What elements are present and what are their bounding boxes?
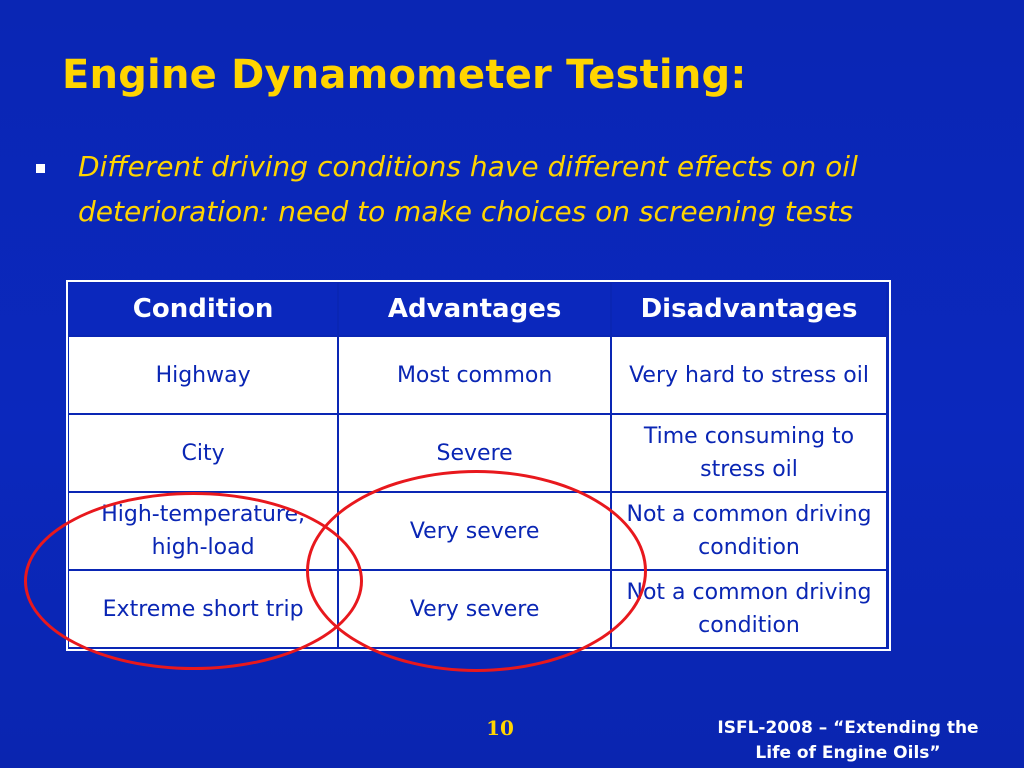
cell-advantages: Very severe xyxy=(338,570,611,648)
table-row xyxy=(68,336,887,414)
cell-condition: Extreme short trip xyxy=(68,570,338,648)
square-bullet-icon xyxy=(36,164,45,173)
cell-disadvantages: Not a common driving condition xyxy=(611,492,887,570)
page-number: 10 xyxy=(486,716,514,740)
cell-advantages: Severe xyxy=(338,414,611,492)
header-disadvantages: Disadvantages xyxy=(611,282,887,336)
table-header-row xyxy=(68,282,887,336)
cell-disadvantages: Very hard to stress oil xyxy=(611,336,887,414)
table-row xyxy=(68,414,887,492)
cell-condition: High-temperature, high-load xyxy=(68,492,338,570)
conditions-table xyxy=(67,281,888,649)
cell-advantages: Most common xyxy=(338,336,611,414)
bullet-text: Different driving conditions have different effects on oil deterioration: need to make choices on screening tests xyxy=(78,150,858,228)
header-advantages: Advantages xyxy=(338,282,611,336)
header-condition: Condition xyxy=(68,282,338,336)
table-row xyxy=(68,492,887,570)
cell-condition: City xyxy=(68,414,338,492)
cell-advantages: Very severe xyxy=(338,492,611,570)
table-row xyxy=(68,570,887,648)
cell-condition: Highway xyxy=(68,336,338,414)
footer-text: ISFL-2008 – “Extending the Life of Engine Oils” xyxy=(717,718,979,763)
cell-disadvantages: Time consuming to stress oil xyxy=(611,414,887,492)
slide-title: Engine Dynamometer Testing: xyxy=(62,52,747,98)
cell-disadvantages: Not a common driving condition xyxy=(611,570,887,648)
